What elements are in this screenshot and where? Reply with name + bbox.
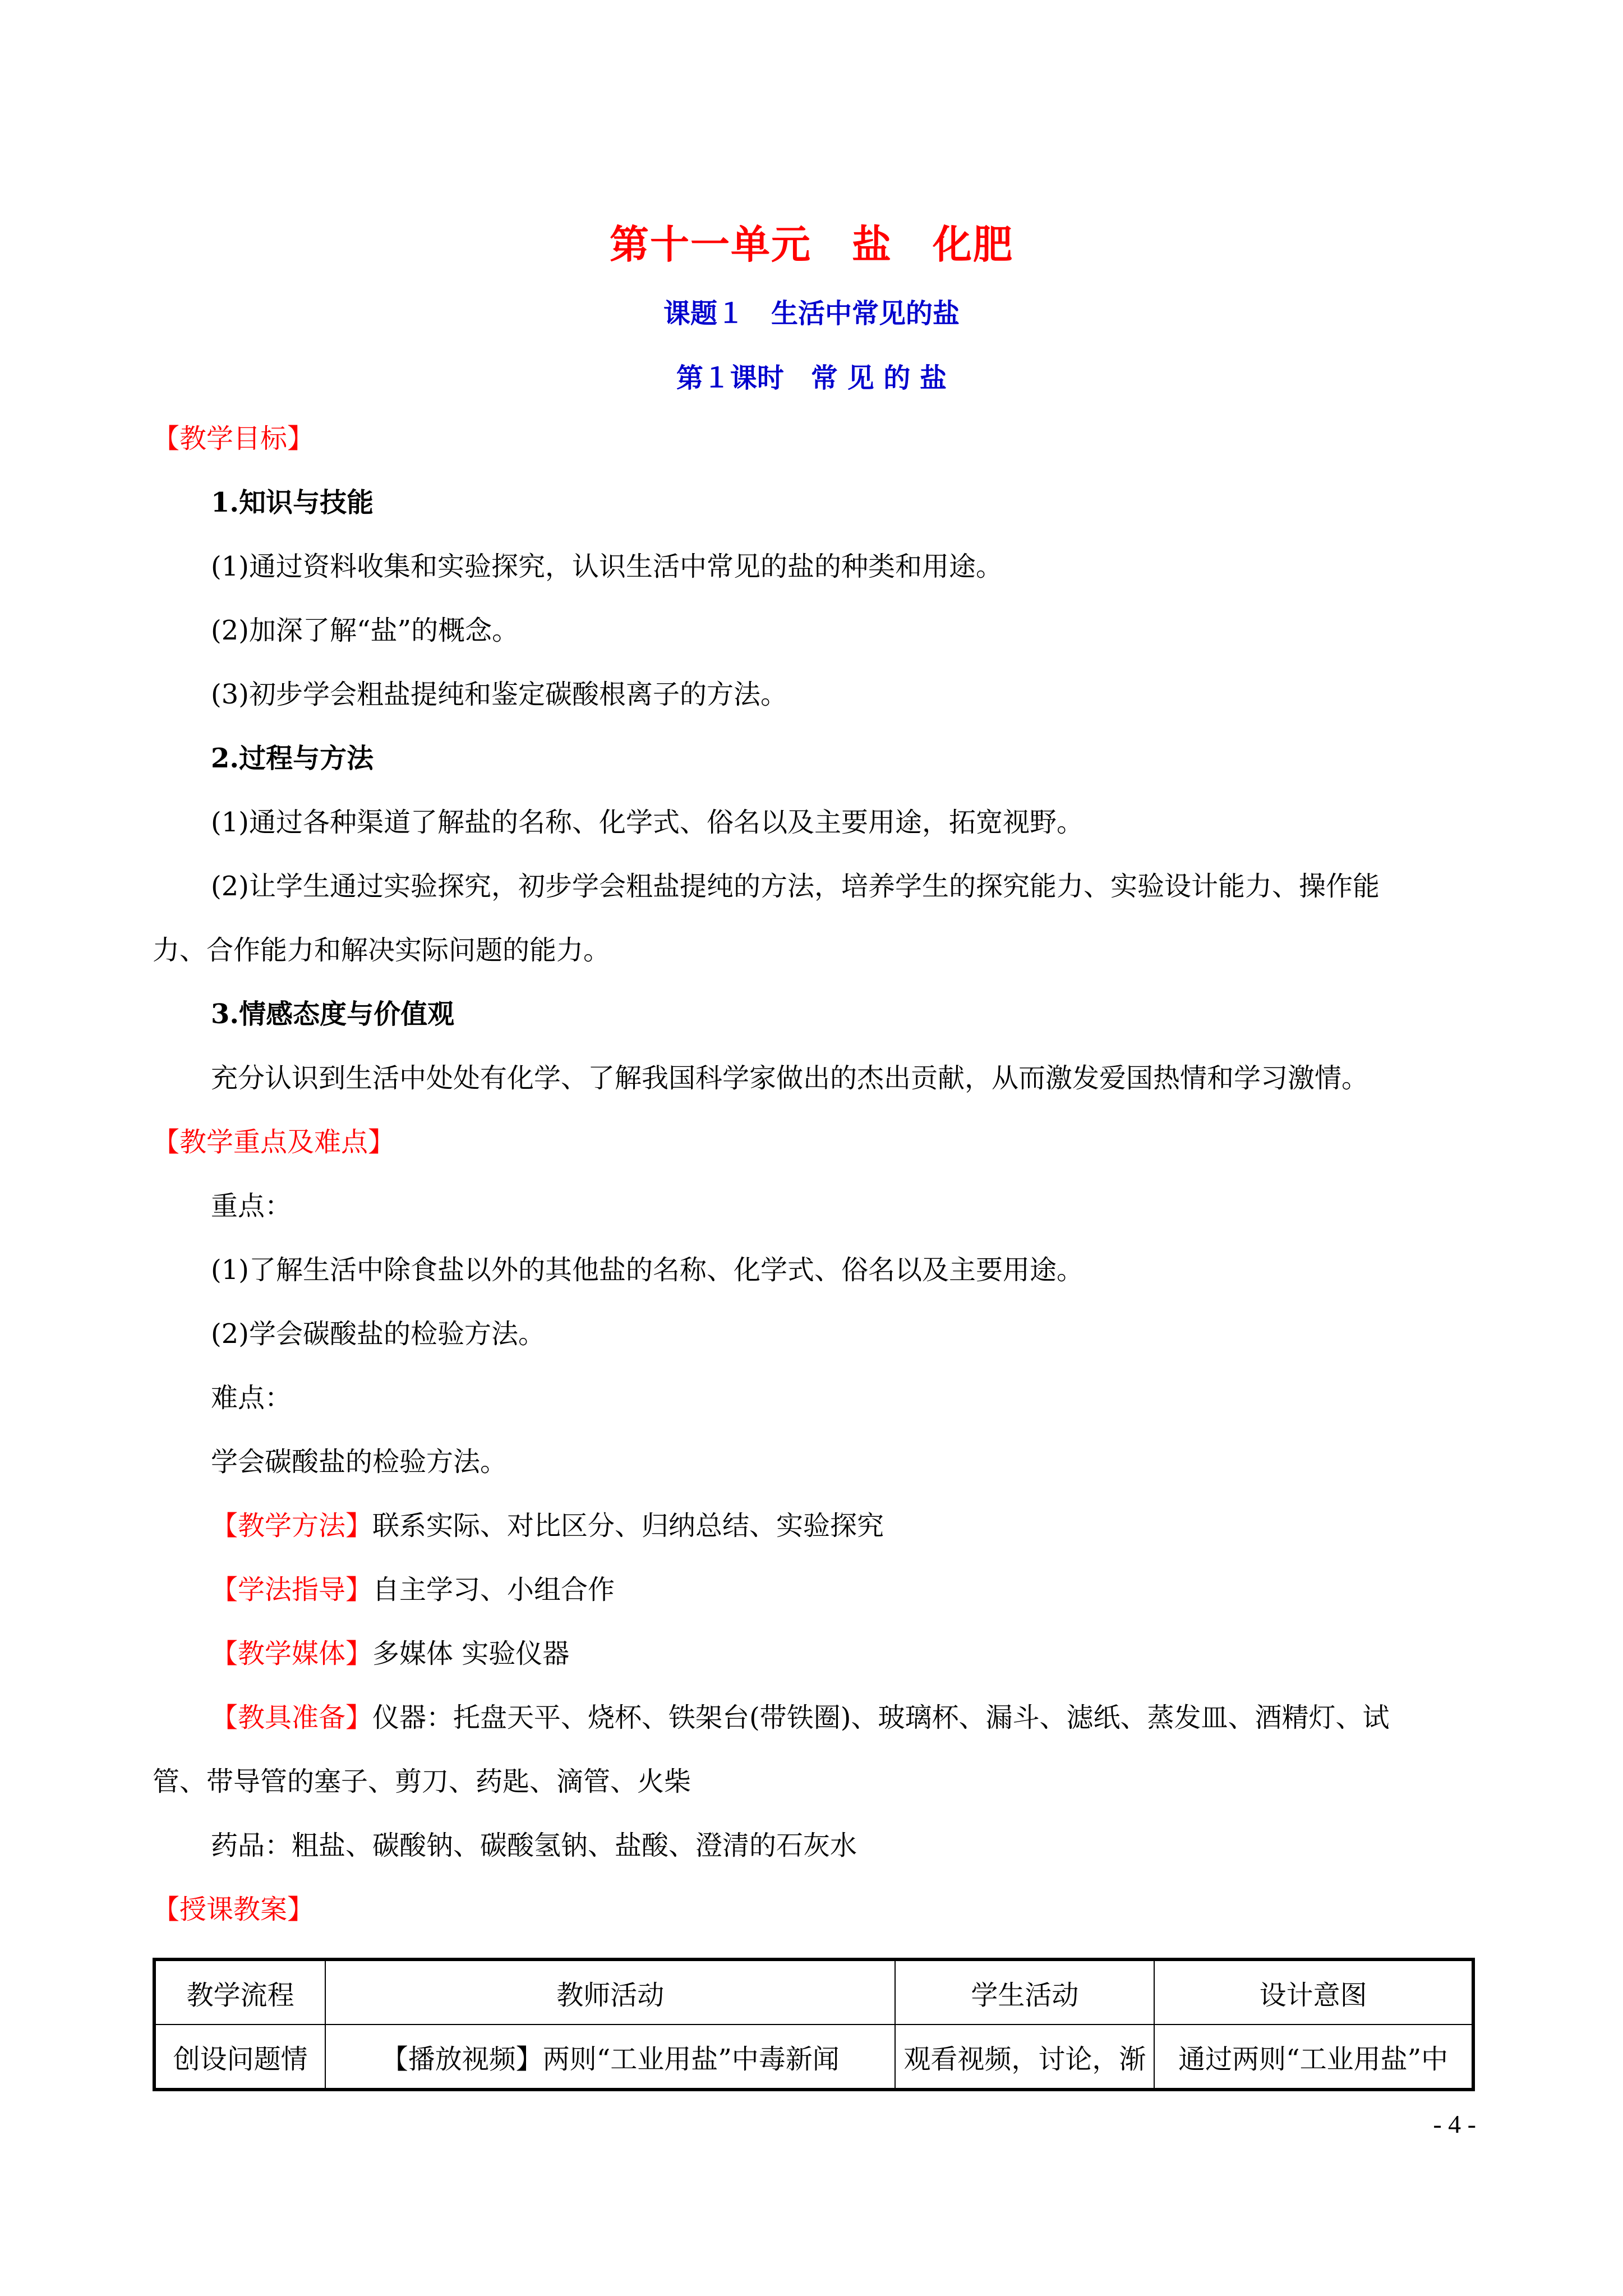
key-label: 重点：: [211, 1190, 292, 1222]
table-cell: 【播放视频】两则“工业用盐”中毒新闻: [325, 2024, 895, 2090]
key-item: (1)了解生活中除食盐以外的其他盐的名称、化学式、俗名以及主要用途。: [211, 1254, 1083, 1286]
period-subtitle: 第１课时 常 见 的 盐: [676, 362, 947, 394]
method-label: 【教学方法】: [211, 1510, 373, 1542]
tools-text-continued: 管、带导管的塞子、剪刀、药匙、滴管、火柴: [153, 1766, 691, 1797]
method-text: 联系实际、对比区分、归纳总结、实验探究: [372, 1510, 884, 1542]
process-item: (2)让学生通过实验探究，初步学会粗盐提纯的方法，培养学生的探究能力、实验设计能力、操作能: [211, 871, 1380, 902]
emotion-heading: 3.情感态度与价值观: [211, 999, 455, 1030]
table-header-cell: 学生活动: [895, 1959, 1154, 2024]
process-heading: 2.过程与方法: [211, 743, 374, 774]
table-cell: 创设问题情: [154, 2024, 325, 2090]
table-header-cell: 设计意图: [1154, 1959, 1473, 2024]
table-row: [154, 2024, 1473, 2090]
media-label: 【教学媒体】: [211, 1638, 373, 1669]
difficulty-text: 学会碳酸盐的检验方法。: [211, 1446, 508, 1478]
drugs-text: 药品：粗盐、碳酸钠、碳酸氢钠、盐酸、澄清的石灰水: [211, 1830, 857, 1861]
knowledge-item: (1)通过资料收集和实验探究，认识生活中常见的盐的种类和用途。: [211, 551, 1003, 582]
study-text: 自主学习、小组合作: [372, 1574, 615, 1605]
page-number: - 4 -: [1433, 2110, 1476, 2138]
page-title: 第十一单元 盐 化肥: [610, 221, 1013, 268]
lesson-plan-table: [153, 1958, 1475, 2091]
table-cell: 通过两则“工业用盐”中: [1154, 2024, 1473, 2090]
tools-text: 仪器：托盘天平、烧杯、铁架台(带铁圈)、玻璃杯、漏斗、滤纸、蒸发皿、酒精灯、试: [372, 1702, 1390, 1733]
table-cell: 观看视频，讨论，渐: [895, 2024, 1154, 2090]
process-item-continued: 力、合作能力和解决实际问题的能力。: [153, 935, 611, 966]
table-header-cell: 教学流程: [154, 1959, 325, 2024]
key-item: (2)学会碳酸盐的检验方法。: [211, 1318, 545, 1350]
table-header-cell: 教师活动: [325, 1959, 895, 2024]
emotion-text: 充分认识到生活中处处有化学、了解我国科学家做出的杰出贡献，从而激发爱国热情和学习激情。: [211, 1062, 1369, 1094]
tools-line: [211, 1701, 1389, 1734]
media-line: [211, 1637, 569, 1671]
tools-label: 【教具准备】: [211, 1702, 373, 1733]
table-header-row: [154, 1959, 1473, 2024]
objectives-heading: 【教学目标】: [153, 423, 315, 454]
knowledge-heading: 1.知识与技能: [211, 487, 374, 518]
study-label: 【学法指导】: [211, 1574, 373, 1605]
knowledge-item: (2)加深了解“盐”的概念。: [211, 615, 519, 646]
plan-heading: 【授课教案】: [153, 1894, 315, 1925]
difficulty-label: 难点：: [211, 1382, 292, 1414]
lesson-subtitle: 课题１ 生活中常见的盐: [663, 298, 960, 329]
study-line: [211, 1573, 615, 1607]
process-item: (1)通过各种渠道了解盐的名称、化学式、俗名以及主要用途，拓宽视野。: [211, 807, 1083, 838]
media-text: 多媒体 实验仪器: [372, 1638, 570, 1669]
knowledge-item: (3)初步学会粗盐提纯和鉴定碳酸根离子的方法。: [211, 679, 787, 710]
keypoints-heading: 【教学重点及难点】: [153, 1126, 395, 1158]
method-line: [211, 1509, 884, 1543]
